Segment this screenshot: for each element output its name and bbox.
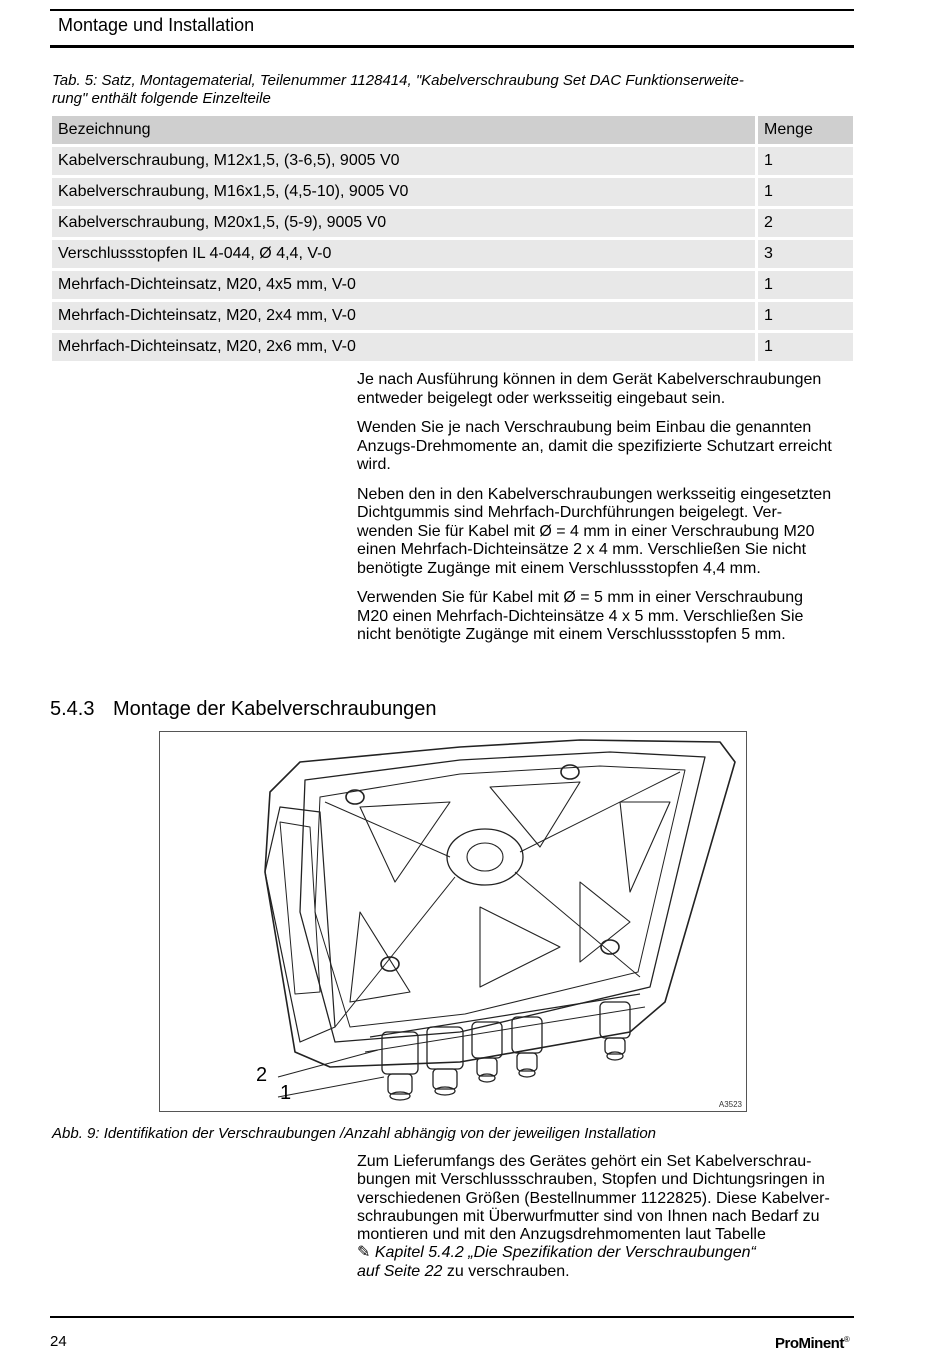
final-paragraph [357, 1153, 857, 1281]
figure-caption: Abb. 9: Identifikation der Verschraubungen /Anzahl abhängig von der jeweiligen Installation [52, 1125, 657, 1142]
cell-bezeichnung: Mehrfach-Dichteinsatz, M20, 2x6 mm, V-0 [52, 333, 758, 361]
text-line: M20 einen Mehrfach-Dichteinsätze 4 x 5 mm. Verschließen Sie [357, 607, 804, 625]
text-line: bungen mit Verschlussschrauben, Stopfen und Dichtungsringen in [357, 1171, 825, 1189]
header-rule-top [50, 9, 854, 11]
table-row [52, 271, 853, 299]
cell-menge: 1 [758, 333, 853, 361]
table-caption-line-2: rung" enthält folgende Einzelteile [52, 90, 271, 107]
text-line: Wenden Sie je nach Verschraubung beim Einbau die genannten [357, 419, 812, 436]
cell-menge: 2 [758, 209, 853, 237]
text-line: Zum Lieferumfangs des Gerätes gehört ein Set Kabelverschrau- [357, 1153, 812, 1170]
cell-menge: 1 [758, 147, 853, 175]
paragraph-drehmomente [357, 419, 857, 475]
text-line: Neben den in den Kabelverschraubungen werksseitig eingesetzten [357, 485, 832, 503]
text-line: verschiedenen Größen (Bestellnummer 1122825). Diese Kabelver- [357, 1189, 830, 1207]
page-number: 24 [50, 1333, 67, 1350]
column-header-menge: Menge [758, 116, 853, 144]
cell-menge: 1 [758, 271, 853, 299]
housing-outline [265, 740, 735, 1067]
text-line: Dichtgummis sind Mehrfach-Durchführungen beigelegt. Ver- [357, 504, 783, 521]
paragraph-dichtgummis [357, 486, 857, 579]
text-line: schraubungen mit Überwurfmutter sind von Ihnen nach Bedarf zu [357, 1207, 820, 1225]
cell-menge: 1 [758, 178, 853, 206]
table-row [52, 333, 853, 361]
parts-table [52, 113, 853, 364]
table-header-row [52, 116, 853, 144]
text-line: einen Mehrfach-Dichteinsätze 2 x 4 mm. Verschließen Sie nicht [357, 541, 807, 558]
cell-bezeichnung: Mehrfach-Dichteinsatz, M20, 4x5 mm, V-0 [52, 271, 758, 299]
table-caption [52, 72, 744, 108]
text-line: nicht benötigte Zugänge mit einem Verschlussstopfen 5 mm. [357, 626, 786, 643]
cell-bezeichnung: Kabelverschraubung, M16x1,5, (4,5-10), 9005 V0 [52, 178, 758, 206]
figure-device-illustration [159, 731, 747, 1112]
cell-bezeichnung: Verschlussstopfen IL 4-044, Ø 4,4, V-0 [52, 240, 758, 268]
text-tail: zu verschrauben. [442, 1262, 570, 1280]
text-line: Je nach Ausführung können in dem Gerät Kabelverschraubungen [357, 371, 822, 388]
registered-mark: ® [843, 1335, 850, 1344]
table-row [52, 240, 853, 268]
table-caption-line-1: Tab. 5: Satz, Montagematerial, Teilenummer 1128414, "Kabelverschraubung Set DAC Funktionserweite- [52, 72, 744, 89]
link-text-page: auf Seite 22 [357, 1262, 443, 1280]
paragraph-kabel-5mm [357, 589, 857, 645]
table-row [52, 302, 853, 330]
pencil-icon: ✎ [357, 1244, 371, 1262]
callout-2: 2 [256, 1064, 268, 1086]
footer-rule [50, 1316, 854, 1318]
table-row [52, 147, 853, 175]
text-line: Verwenden Sie für Kabel mit Ø = 5 mm in einer Verschraubung [357, 589, 804, 606]
device-drawing [160, 732, 746, 1111]
text-line: wird. [357, 456, 391, 473]
section-number: 5.4.3 [50, 698, 95, 720]
callout-1: 1 [280, 1082, 292, 1104]
cell-bezeichnung: Mehrfach-Dichteinsatz, M20, 2x4 mm, V-0 [52, 302, 758, 330]
link-text-chapter: Kapitel 5.4.2 „Die Spezifikation der Verschraubungen“ [374, 1244, 756, 1262]
text-line: montieren und mit den Anzugsdrehmomenten laut Tabelle [357, 1226, 766, 1244]
text-line: benötigte Zugänge mit einem Verschlussstopfen 4,4 mm. [357, 559, 761, 577]
paragraph-ausfuehrung [357, 371, 857, 408]
header-rule-bottom [50, 45, 854, 48]
cell-bezeichnung: Kabelverschraubung, M20x1,5, (5-9), 9005 V0 [52, 209, 758, 237]
running-header-title: Montage und Installation [58, 15, 255, 35]
cell-bezeichnung: Kabelverschraubung, M12x1,5, (3-6,5), 9005 V0 [52, 147, 758, 175]
text-line: Anzugs-Drehmomente an, damit die spezifizierte Schutzart erreicht [357, 437, 832, 455]
brand-logo [775, 1335, 849, 1352]
section-title: Montage der Kabelverschraubungen [113, 698, 437, 720]
table-row [52, 209, 853, 237]
logo-text: ProMinent [775, 1335, 844, 1352]
table-row [52, 178, 853, 206]
figure-image-id: A3523 [718, 1100, 742, 1109]
cell-menge: 3 [758, 240, 853, 268]
cell-menge: 1 [758, 302, 853, 330]
column-header-bezeichnung: Bezeichnung [52, 116, 758, 144]
text-line: entweder beigelegt oder werksseitig eingebaut sein. [357, 389, 726, 407]
body-text-block [357, 371, 857, 656]
text-line: wenden Sie für Kabel mit Ø = 4 mm in einer Verschraubung M20 [357, 522, 815, 540]
